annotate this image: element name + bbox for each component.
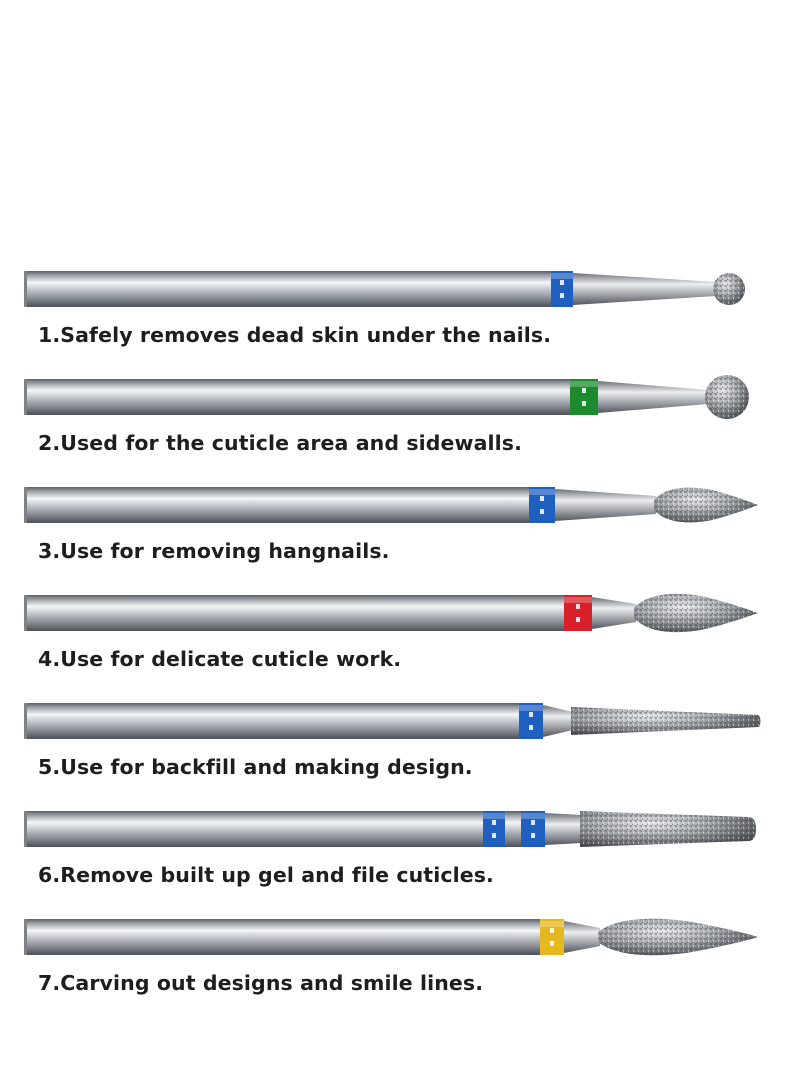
drill-bit-illustration <box>0 373 800 421</box>
shaft-end <box>24 379 27 415</box>
drill-bit-item-2 <box>0 373 800 473</box>
shaft-end <box>24 595 27 631</box>
shaft <box>24 811 545 847</box>
shaft <box>24 919 564 955</box>
shaft-end <box>24 703 27 739</box>
color-band <box>529 487 555 523</box>
diamond-head <box>705 375 749 419</box>
neck <box>545 813 582 845</box>
color-band <box>483 811 505 847</box>
color-band <box>519 703 543 739</box>
color-band <box>521 811 545 847</box>
drill-bit-illustration <box>0 805 800 853</box>
color-band <box>570 379 598 415</box>
drill-bit-item-4 <box>0 589 800 689</box>
shaft-end <box>24 487 27 523</box>
neck <box>592 597 636 629</box>
shaft <box>24 595 592 631</box>
shaft-end <box>24 271 27 307</box>
drill-bit-item-6 <box>0 805 800 905</box>
bit-caption: 7.Carving out designs and smile lines. <box>38 971 484 995</box>
drill-bit-illustration <box>0 481 800 529</box>
drill-bit-illustration <box>0 589 800 637</box>
bit-caption: 2.Used for the cuticle area and sidewalls. <box>38 431 522 455</box>
drill-bit-illustration <box>0 913 800 961</box>
diamond-head <box>654 488 758 523</box>
drill-bit-item-3 <box>0 481 800 581</box>
bit-caption: 5.Use for backfill and making design. <box>38 755 473 779</box>
drill-bit-illustration <box>0 697 800 745</box>
drill-bit-item-1 <box>0 265 800 365</box>
diamond-head <box>580 811 756 847</box>
neck <box>543 705 573 737</box>
color-band <box>551 271 573 307</box>
color-band <box>564 595 592 631</box>
shaft-end <box>24 811 27 847</box>
diamond-head <box>634 594 758 632</box>
diamond-head <box>713 273 745 305</box>
shaft-end <box>24 919 27 955</box>
neck <box>573 273 716 305</box>
shaft <box>24 703 543 739</box>
shaft <box>24 271 573 307</box>
neck <box>564 921 600 953</box>
bit-caption: 3.Use for removing hangnails. <box>38 539 390 563</box>
drill-bit-illustration <box>0 265 800 313</box>
diamond-head <box>598 919 758 956</box>
drill-bit-item-7 <box>0 913 800 1013</box>
bit-caption: 1.Safely removes dead skin under the nails. <box>38 323 552 347</box>
diamond-head <box>571 707 761 735</box>
shaft <box>24 379 598 415</box>
bit-caption: 6.Remove built up gel and file cuticles. <box>38 863 494 887</box>
neck <box>555 489 656 521</box>
drill-bit-item-5 <box>0 697 800 797</box>
neck <box>598 381 708 413</box>
bit-caption: 4.Use for delicate cuticle work. <box>38 647 402 671</box>
color-band <box>540 919 564 955</box>
shaft <box>24 487 555 523</box>
